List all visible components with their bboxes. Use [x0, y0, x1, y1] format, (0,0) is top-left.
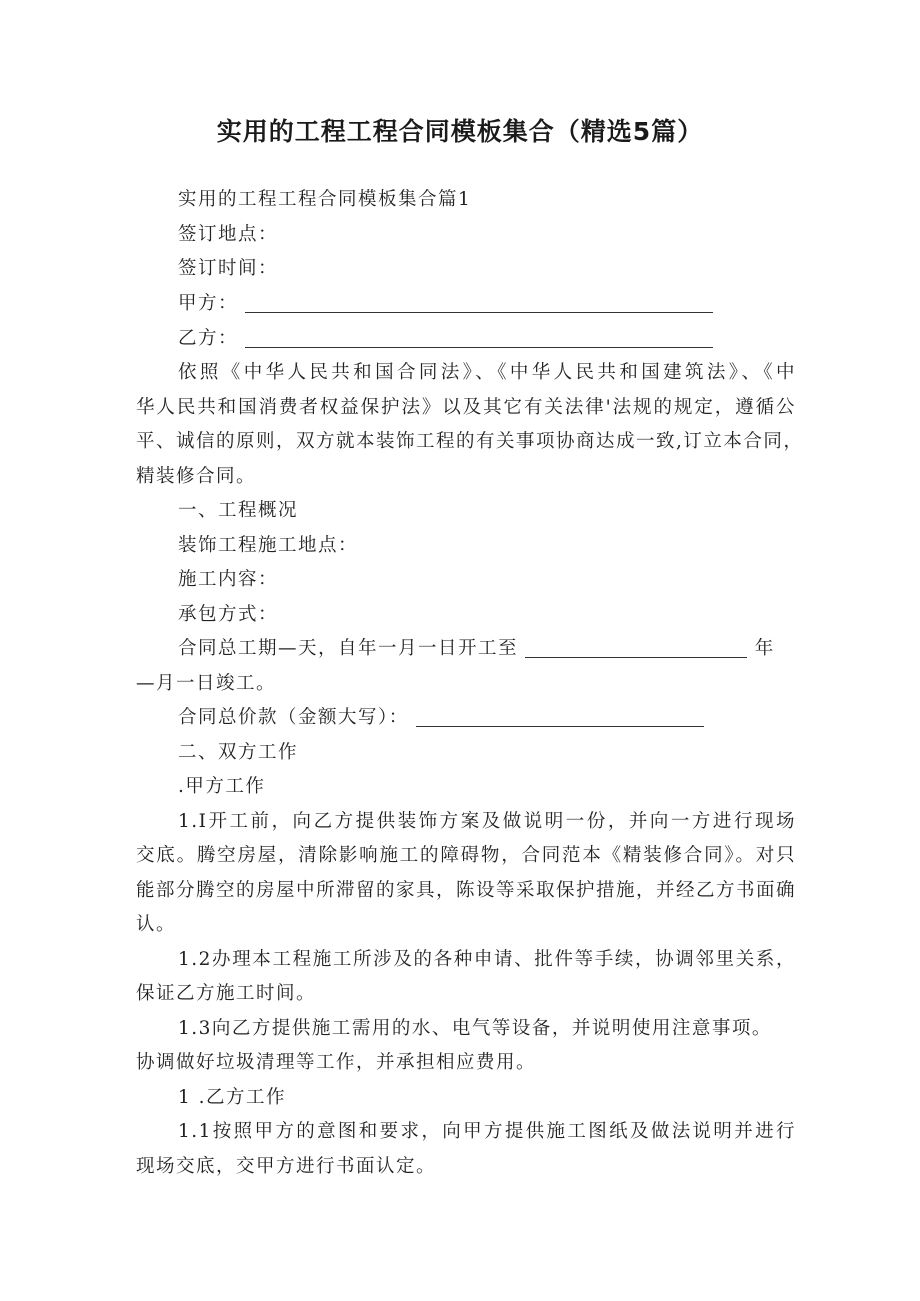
paragraph-line: 交底。腾空房屋，清除影响施工的障碍物，合同范本《精装修合同》。对只: [136, 845, 796, 866]
paragraph-line: 依照《中华人民共和国合同法》、《中华人民共和国建筑法》、《中: [178, 362, 796, 383]
paragraph-line: 平、诚信的原则，双方就本装饰工程的有关事项协商达成一致,订立本合同，: [136, 431, 804, 452]
field-label: 施工内容：: [178, 569, 279, 590]
party-b-label: 乙方：: [178, 328, 239, 349]
paragraph-line: 协调做好垃圾清理等工作，并承担相应费用。: [136, 1052, 537, 1073]
section-heading: 实用的工程工程合同模板集合篇1: [178, 189, 472, 210]
paragraph-line: 1.2办理本工程施工所涉及的各种申请、批件等手续，协调邻里关系，: [178, 949, 796, 970]
signing-place-label: 签订地点：: [178, 224, 279, 245]
paragraph-line: 能部分腾空的房屋中所滞留的家具，陈设等采取保护措施，并经乙方书面确: [136, 880, 797, 901]
subsection-heading: 1 .乙方工作: [178, 1087, 287, 1108]
party-b-blank: [245, 325, 713, 348]
party-b-row: [178, 322, 796, 356]
contract-period-text: 合同总工期—天，自年一月一日开工至: [178, 638, 519, 659]
contract-period-blank: [525, 635, 747, 658]
subsection-heading: .甲方工作: [178, 776, 266, 797]
contract-price-label: 合同总价款（金额大写）：: [178, 707, 409, 728]
paragraph-line: 精装修合同。: [136, 466, 257, 487]
section-heading: 一、工程概况: [178, 500, 299, 521]
paragraph-line: 保证乙方施工时间。: [136, 983, 317, 1004]
signing-time-label: 签订时间：: [178, 258, 279, 279]
contract-period-row: [178, 632, 796, 666]
paragraph-line: 1.3向乙方提供施工需用的水、电气等设备，并说明使用注意事项。: [178, 1018, 772, 1039]
contract-price-blank: [416, 704, 704, 727]
paragraph-line: 华人民共和国消费者权益保护法》以及其它有关法律'法规的规定，遵循公: [136, 397, 796, 418]
paragraph-line: 现场交底，交甲方进行书面认定。: [136, 1156, 437, 1177]
section-heading: 二、双方工作: [178, 742, 299, 763]
party-a-row: [178, 287, 796, 321]
field-label: 承包方式：: [178, 604, 279, 625]
party-a-blank: [245, 290, 713, 313]
contract-price-row: [178, 701, 796, 735]
field-label: 装饰工程施工地点：: [178, 535, 359, 556]
party-a-label: 甲方：: [178, 293, 239, 314]
paragraph-line: —月一日竣工。: [136, 673, 277, 694]
document-title: 实用的工程工程合同模板集合（精选5篇）: [216, 117, 704, 146]
year-label: 年: [754, 638, 775, 659]
paragraph-line: 1.1按照甲方的意图和要求，向甲方提供施工图纸及做法说明并进行: [178, 1121, 796, 1142]
paragraph-line: 认。: [136, 914, 177, 935]
paragraph-line: 1.I开工前，向乙方提供装饰方案及做说明一份，并向一方进行现场: [178, 811, 796, 832]
